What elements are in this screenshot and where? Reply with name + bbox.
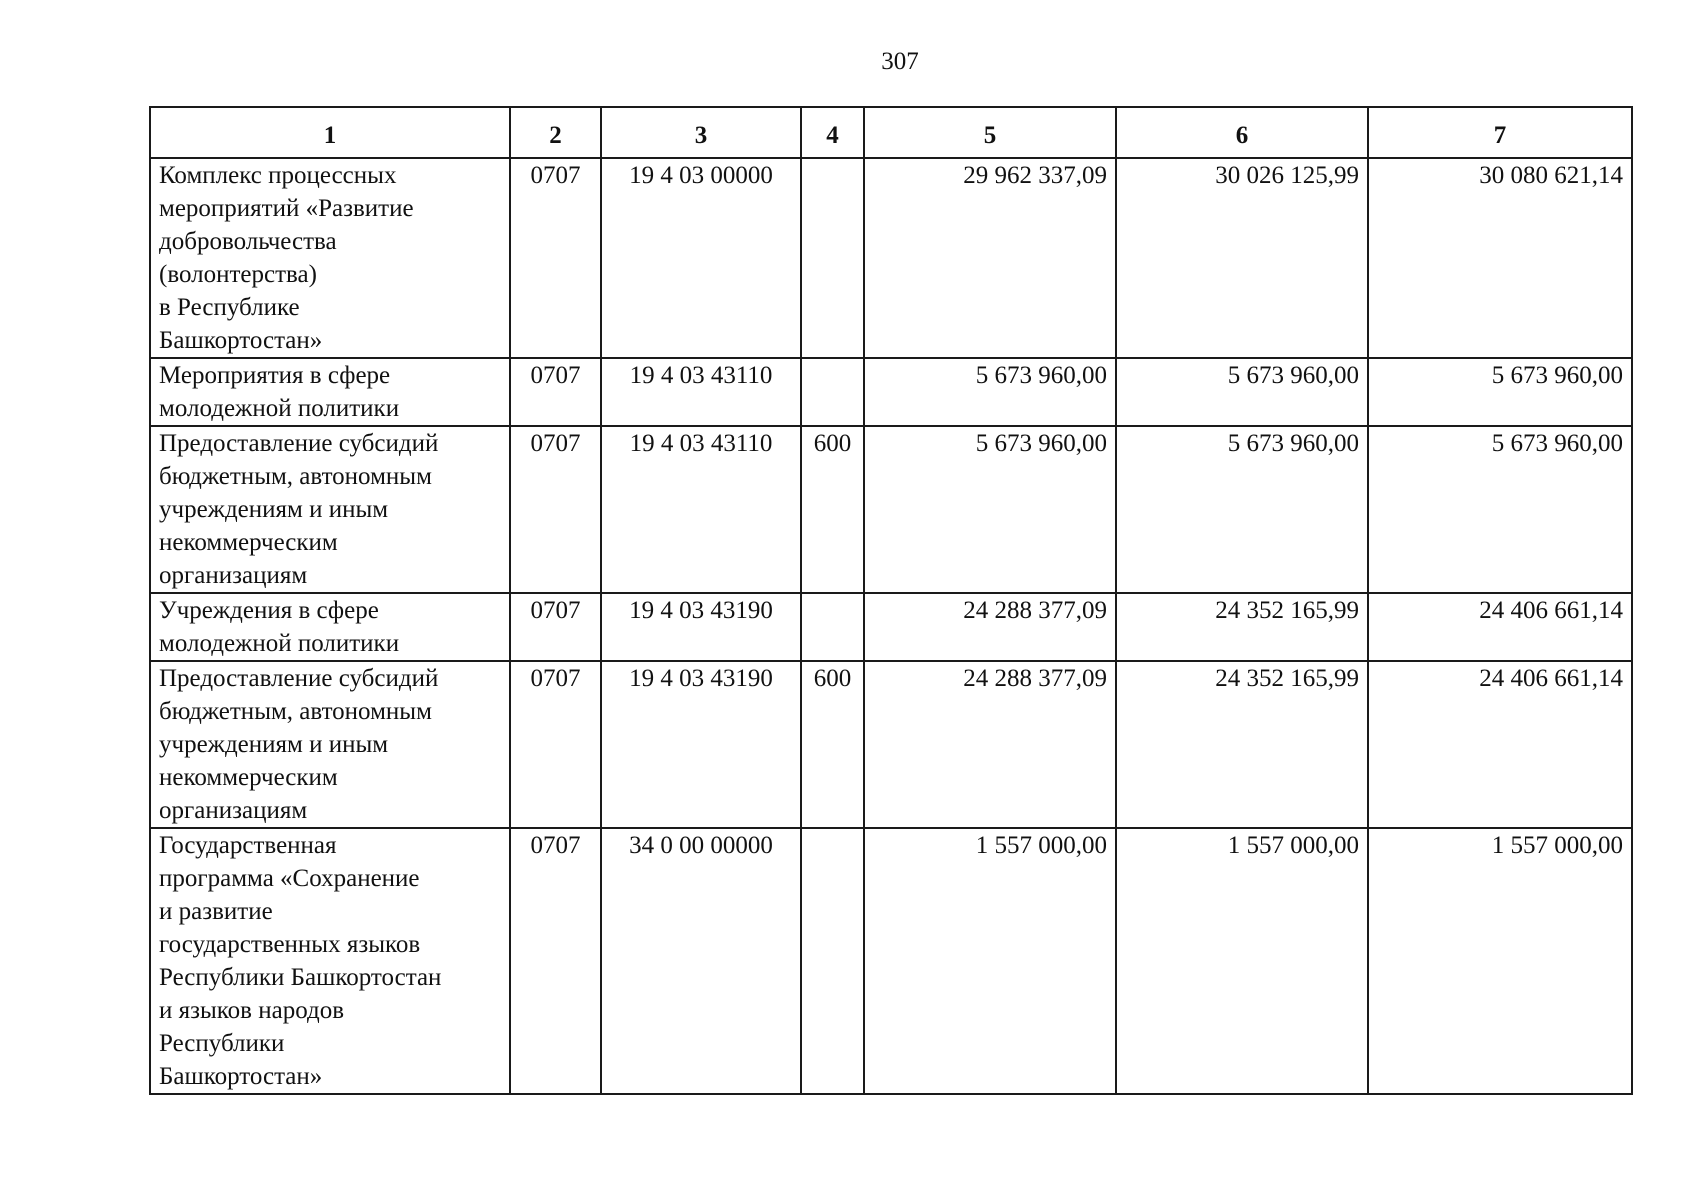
- item-name-line: Башкортостан»: [159, 327, 323, 354]
- section-code-cell: 0707: [510, 828, 601, 1094]
- table-row: [150, 593, 1632, 661]
- column-header: 1: [150, 107, 510, 158]
- column-header: 7: [1368, 107, 1632, 158]
- expense-type-cell: [801, 828, 864, 1094]
- item-name-cell: [150, 661, 510, 828]
- section-code-cell: 0707: [510, 661, 601, 828]
- item-name-line: и языков народов: [159, 997, 345, 1024]
- item-name-line: учреждениям и иным: [159, 731, 389, 758]
- column-header: 3: [601, 107, 801, 158]
- item-name-line: бюджетным, автономным: [159, 463, 432, 490]
- item-name-line: Мероприятия в сфере: [159, 362, 391, 389]
- amount-col6-cell: 24 352 165,99: [1116, 593, 1368, 661]
- budget-table: [149, 106, 1633, 1095]
- column-header: 4: [801, 107, 864, 158]
- column-header: 5: [864, 107, 1116, 158]
- amount-col7-cell: 24 406 661,14: [1368, 593, 1632, 661]
- amount-col7-cell: 30 080 621,14: [1368, 158, 1632, 358]
- item-name-line: Республики Башкортостан: [159, 964, 442, 991]
- amount-col5-cell: 1 557 000,00: [864, 828, 1116, 1094]
- table-body: [150, 158, 1632, 1094]
- section-code-cell: 0707: [510, 426, 601, 593]
- column-header: 6: [1116, 107, 1368, 158]
- amount-col5-cell: 29 962 337,09: [864, 158, 1116, 358]
- expense-type-cell: 600: [801, 661, 864, 828]
- header-row: [150, 107, 1632, 158]
- target-article-cell: 19 4 03 00000: [601, 158, 801, 358]
- amount-col5-cell: 24 288 377,09: [864, 593, 1116, 661]
- item-name-line: Предоставление субсидий: [159, 665, 439, 692]
- amount-col6-cell: 30 026 125,99: [1116, 158, 1368, 358]
- table-row: [150, 358, 1632, 426]
- item-name-line: и развитие: [159, 898, 273, 925]
- amount-col6-cell: 5 673 960,00: [1116, 426, 1368, 593]
- item-name-cell: [150, 158, 510, 358]
- amount-col5-cell: 24 288 377,09: [864, 661, 1116, 828]
- amount-col6-cell: 24 352 165,99: [1116, 661, 1368, 828]
- item-name-line: Комплекс процессных: [159, 162, 397, 189]
- page-number: 307: [881, 48, 919, 75]
- amount-col7-cell: 24 406 661,14: [1368, 661, 1632, 828]
- target-article-cell: 19 4 03 43190: [601, 593, 801, 661]
- table-row: [150, 426, 1632, 593]
- amount-col6-cell: 5 673 960,00: [1116, 358, 1368, 426]
- expense-type-cell: 600: [801, 426, 864, 593]
- item-name-line: Предоставление субсидий: [159, 430, 439, 457]
- section-code-cell: 0707: [510, 358, 601, 426]
- item-name-cell: [150, 828, 510, 1094]
- item-name-line: Учреждения в сфере: [159, 597, 379, 624]
- section-code-cell: 0707: [510, 593, 601, 661]
- item-name-line: организациям: [159, 562, 308, 589]
- item-name-line: государственных языков: [159, 931, 421, 958]
- item-name-line: программа «Сохранение: [159, 865, 420, 892]
- item-name-line: бюджетным, автономным: [159, 698, 432, 725]
- column-header: 2: [510, 107, 601, 158]
- item-name-line: некоммерческим: [159, 764, 338, 791]
- item-name-line: учреждениям и иным: [159, 496, 389, 523]
- amount-col7-cell: 5 673 960,00: [1368, 426, 1632, 593]
- item-name-cell: [150, 426, 510, 593]
- amount-col6-cell: 1 557 000,00: [1116, 828, 1368, 1094]
- target-article-cell: 19 4 03 43190: [601, 661, 801, 828]
- item-name-line: некоммерческим: [159, 529, 338, 556]
- expense-type-cell: [801, 158, 864, 358]
- item-name-line: молодежной политики: [159, 630, 400, 657]
- target-article-cell: 19 4 03 43110: [601, 426, 801, 593]
- expense-type-cell: [801, 358, 864, 426]
- table-row: [150, 828, 1632, 1094]
- amount-col7-cell: 1 557 000,00: [1368, 828, 1632, 1094]
- item-name-cell: [150, 593, 510, 661]
- item-name-line: в Республике: [159, 294, 300, 321]
- target-article-cell: 19 4 03 43110: [601, 358, 801, 426]
- table-row: [150, 158, 1632, 358]
- item-name-line: организациям: [159, 797, 308, 824]
- item-name-line: добровольчества: [159, 228, 337, 255]
- expense-type-cell: [801, 593, 864, 661]
- item-name-line: Государственная: [159, 832, 337, 859]
- item-name-line: Республики: [159, 1030, 285, 1057]
- item-name-line: молодежной политики: [159, 395, 400, 422]
- item-name-line: (волонтерства): [159, 261, 317, 288]
- item-name-line: Башкортостан»: [159, 1063, 323, 1090]
- item-name-cell: [150, 358, 510, 426]
- amount-col5-cell: 5 673 960,00: [864, 358, 1116, 426]
- amount-col5-cell: 5 673 960,00: [864, 426, 1116, 593]
- target-article-cell: 34 0 00 00000: [601, 828, 801, 1094]
- amount-col7-cell: 5 673 960,00: [1368, 358, 1632, 426]
- table-row: [150, 661, 1632, 828]
- item-name-line: мероприятий «Развитие: [159, 195, 414, 222]
- section-code-cell: 0707: [510, 158, 601, 358]
